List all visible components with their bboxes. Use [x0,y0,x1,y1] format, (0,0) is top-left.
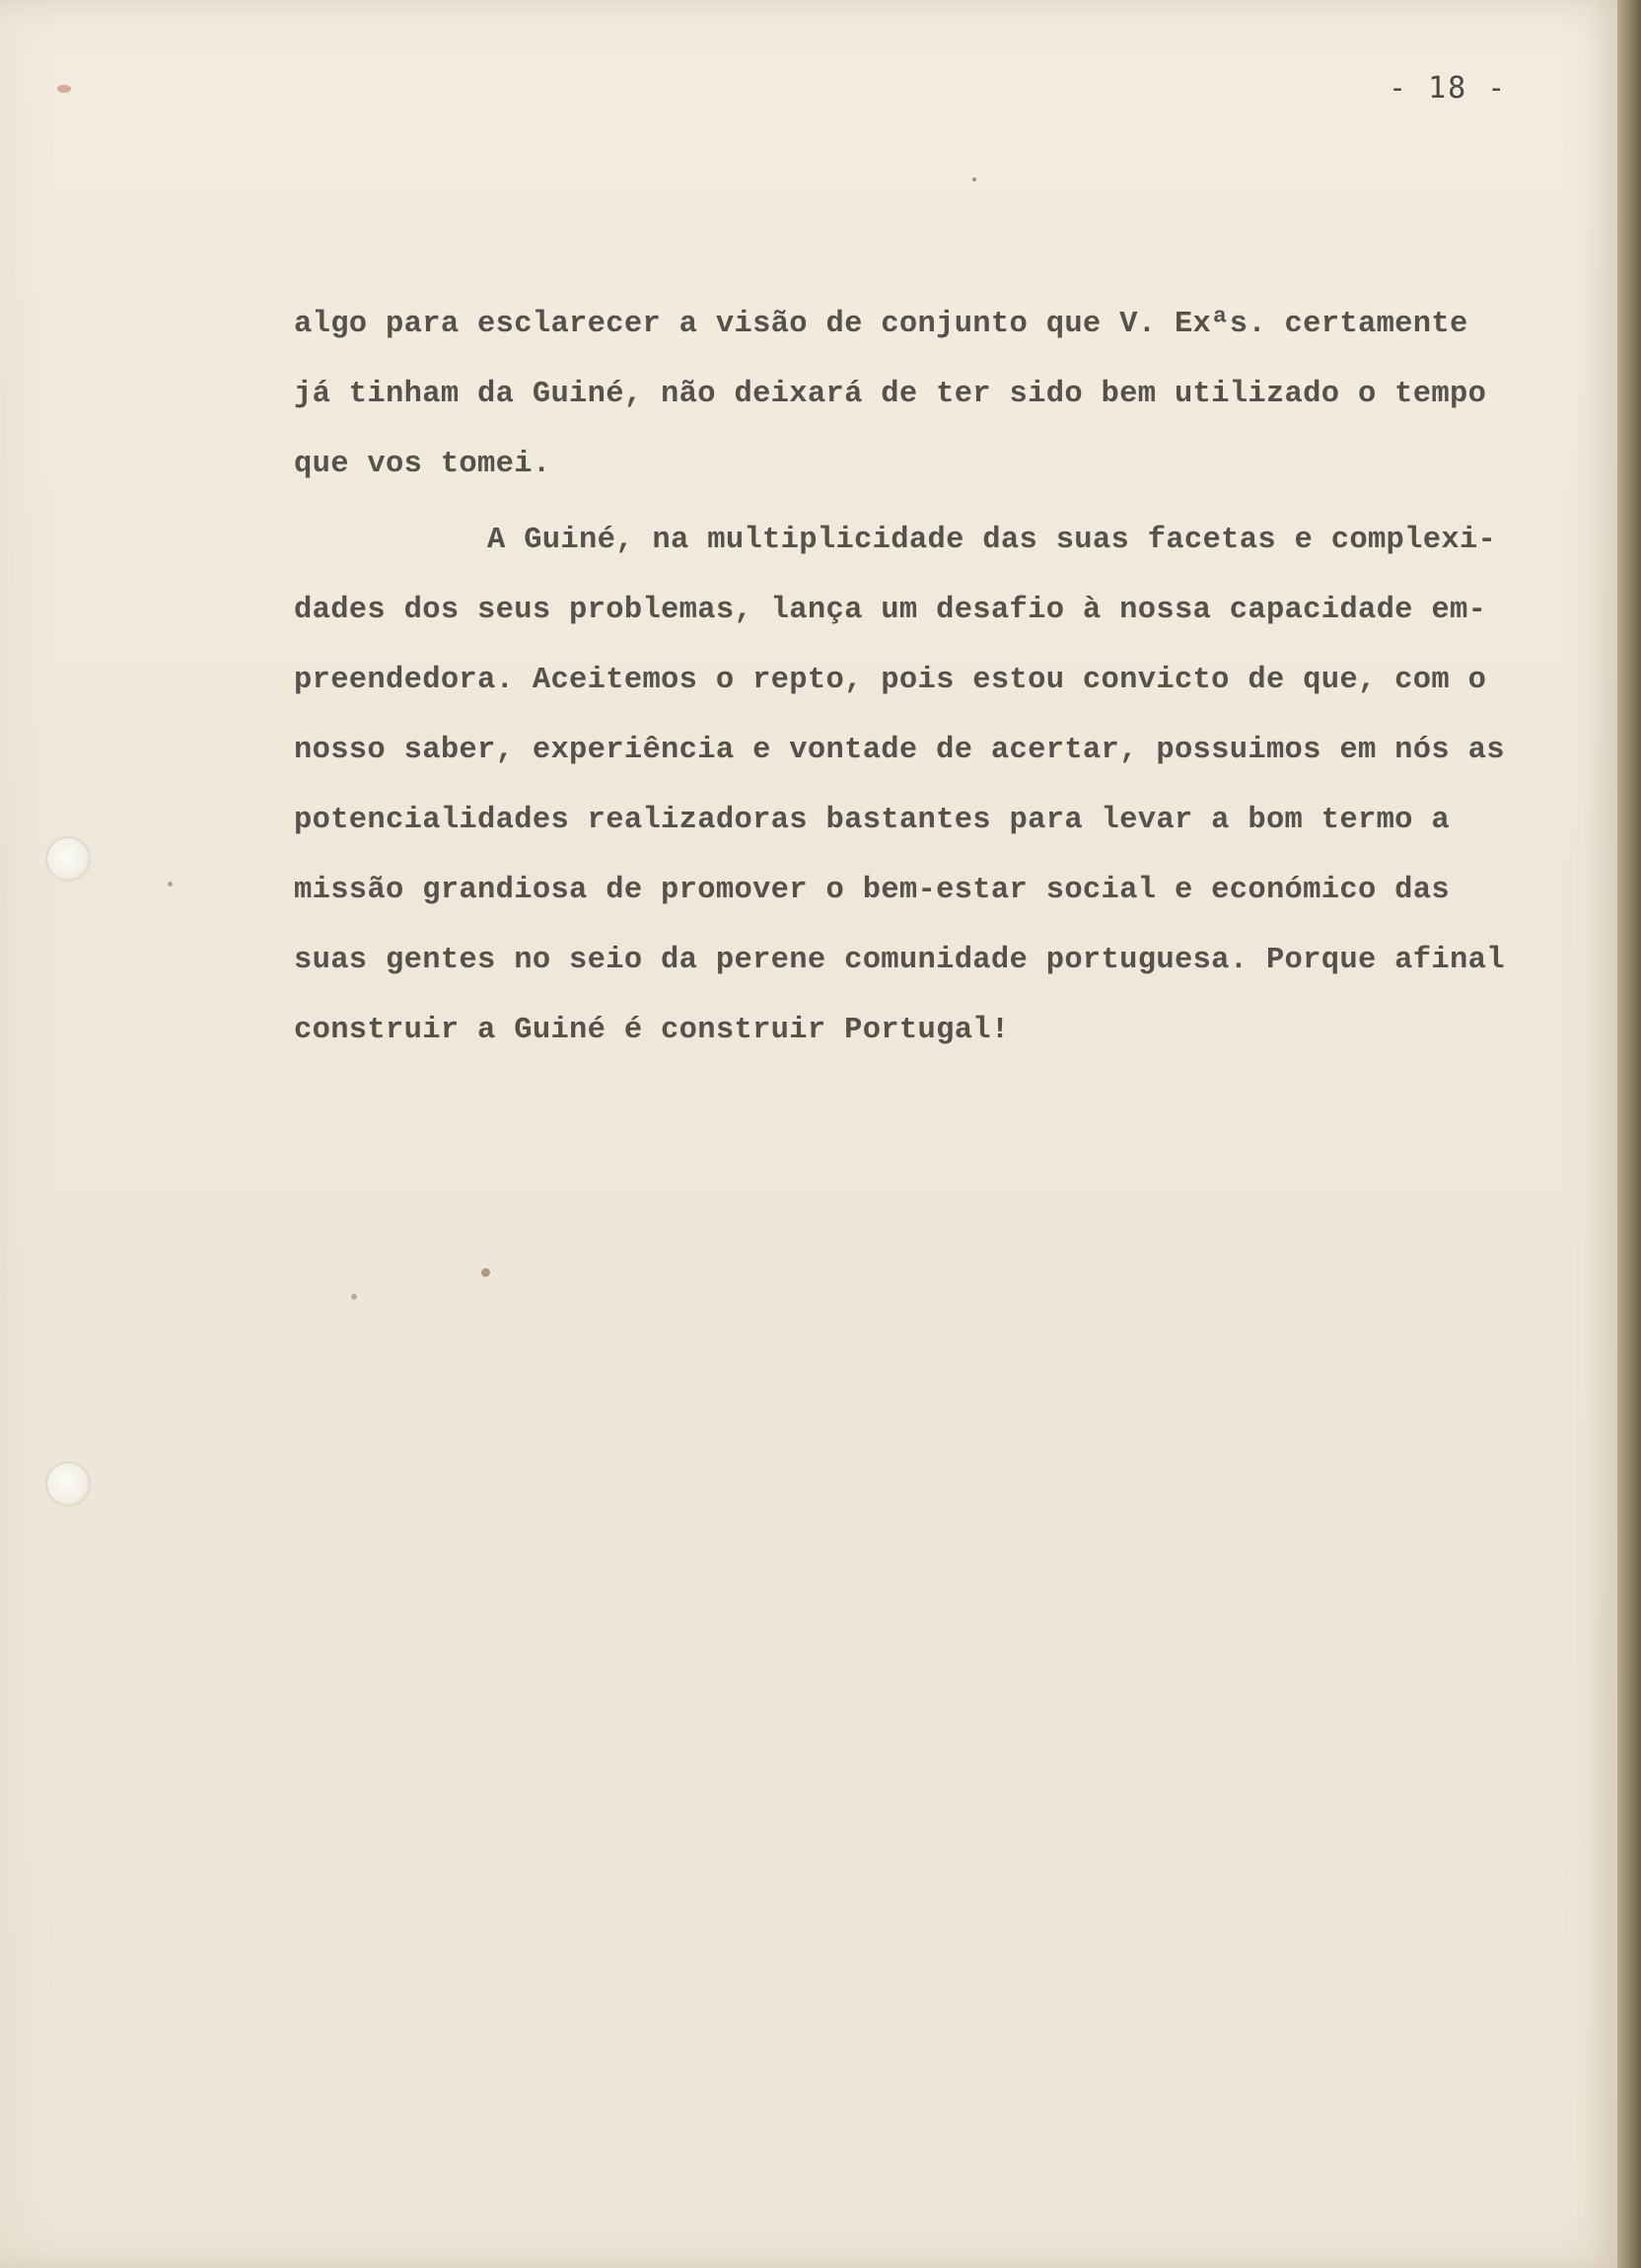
text-line: dades dos seus problemas, lança um desafio à nossa capacidade em- [294,594,1487,627]
text-line: suas gentes no seio da perene comunidade portuguesa. Porque afinal [294,944,1505,977]
punch-hole [47,838,89,880]
text-line: já tinham da Guiné, não deixará de ter sido bem utilizado o tempo [294,378,1487,411]
paragraph-2 [294,506,1586,1066]
text-line: preendedora. Aceitemos o repto, pois estou convicto de que, com o [294,664,1487,697]
text-line: algo para esclarecer a visão de conjunto que V. Exªs. certamente [294,308,1468,341]
paper-stain [168,882,173,886]
punch-hole [47,1463,89,1505]
paper-edge-shadow [1617,0,1641,2268]
paper-stain [481,1268,490,1277]
body-text [294,290,1586,1066]
paper-stain [351,1294,357,1300]
text-line: A Guiné, na multiplicidade das suas facetas e complexi- [487,524,1497,557]
paper-stain [57,85,71,93]
paper-stain [972,177,976,181]
text-line: construir a Guiné é construir Portugal! [294,1014,1010,1047]
text-line: missão grandiosa de promover o bem-estar social e económico das [294,874,1450,907]
text-line: que vos tomei. [294,448,551,481]
page-number: - 18 - [1389,71,1508,106]
paragraph-1 [294,290,1586,500]
text-line: potencialidades realizadoras bastantes para levar a bom termo a [294,804,1450,837]
text-line: nosso saber, experiência e vontade de acertar, possuimos em nós as [294,734,1505,767]
